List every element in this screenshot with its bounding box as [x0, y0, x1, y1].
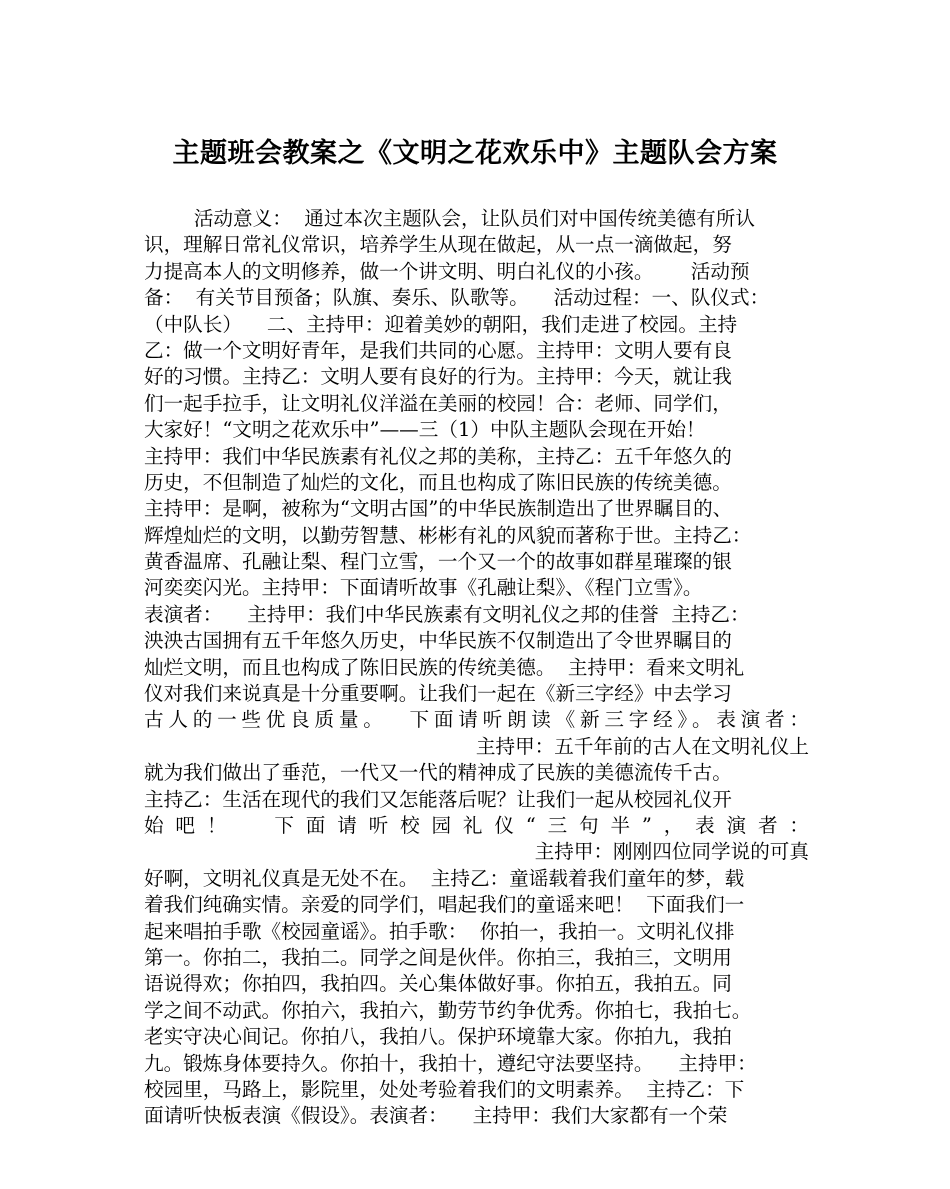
body-line: 老实守决心间记。你拍八，我拍八。保护环境靠大家。你拍九，我拍 — [144, 1025, 732, 1049]
body-line: 主持乙：生活在现代的我们又怎能落后呢？让我们一起从校园礼仪开 — [144, 787, 732, 811]
body-line: 起来唱拍手歌《校园童谣》。拍手歌： 你拍一，我拍一。文明礼仪排 — [144, 919, 735, 943]
body-line: 灿烂文明，而且也构成了陈旧民族的传统美德。 主持甲：看来文明礼 — [144, 655, 745, 679]
body-line: 主持甲：我们中华民族素有礼仪之邦的美称，主持乙：五千年悠久的 — [144, 444, 732, 468]
body-line: 着我们纯确实情。亲爱的同学们，唱起我们的童谣来吧！ 下面我们一 — [144, 893, 745, 917]
body-line: 辉煌灿烂的文明，以勤劳智慧、彬彬有礼的风貌而著称于世。主持乙： — [144, 523, 752, 547]
body-line: 第一。你拍二，我拍二。同学之间是伙伴。你拍三，我拍三，文明用 — [144, 945, 732, 969]
body-line: 语说得欢；你拍四，我拍四。关心集体做好事。你拍五，我拍五。同 — [144, 972, 732, 996]
body-line: 校园里，马路上，影院里，处处考验着我们的文明素养。 主持乙：下 — [144, 1077, 745, 1101]
document-body — [144, 206, 809, 1130]
body-line: 泱泱古国拥有五千年悠久历史，中华民族不仅制造出了令世界瞩目的 — [144, 629, 732, 653]
document-title: 主题班会教案之《文明之花欢乐中》主题队会方案 — [172, 138, 778, 169]
body-line: 表演者： 主持甲：我们中华民族素有文明礼仪之邦的佳誉 主持乙： — [144, 602, 750, 626]
body-line: 大家好！“文明之花欢乐中”——三（1）中队主题队会现在开始！ — [144, 418, 706, 442]
body-line: 古人的一些优良质量。 下面请听朗读《新三字经》。表演者： — [144, 708, 809, 732]
body-line: 面请听快板表演《假设》。表演者： 主持甲：我们大家都有一个荣 — [144, 1104, 728, 1128]
body-line: 力提高本人的文明修养，做一个讲文明、明白礼仪的小孩。 活动预 — [144, 259, 750, 283]
body-line: 主持甲：刚刚四位同学说的可真 — [534, 840, 809, 864]
body-line: 学之间不动武。你拍六，我拍六，勤劳节约争优秀。你拍七，我拍七。 — [144, 998, 752, 1022]
body-line: 历史，不但制造了灿烂的文化，而且也构成了陈旧民族的传统美德。 — [144, 470, 732, 494]
body-line: 主持甲：五千年前的古人在文明礼仪上 — [475, 734, 809, 758]
body-line: 好啊，文明礼仪真是无处不在。 主持乙：童谣载着我们童年的梦，载 — [144, 866, 745, 890]
body-line: 黄香温席、孔融让梨、程门立雪，一个又一个的故事如群星璀璨的银 — [144, 550, 732, 574]
body-line: 主持甲：是啊，被称为“文明古国”的中华民族制造出了世界瞩目的、 — [144, 497, 733, 521]
body-line: 好的习惯。主持乙：文明人要有良好的行为。主持甲：今天，就让我 — [144, 365, 732, 389]
body-line: 乙：做一个文明好青年，是我们共同的心愿。主持甲：文明人要有良 — [144, 338, 732, 362]
body-line: 们一起手拉手，让文明礼仪洋溢在美丽的校园！合：老师、同学们， — [144, 391, 732, 415]
body-line: 备： 有关节目预备；队旗、奏乐、队歌等。 活动过程：一、队仪式： — [144, 286, 770, 310]
body-line: （中队长） 二、主持甲：迎着美妙的朝阳，我们走进了校园。主持 — [144, 312, 738, 336]
body-line: 活动意义： 通过本次主题队会，让队员们对中国传统美德有所认 — [144, 207, 755, 230]
body-line: 始吧！ 下面请听校园礼仪“三句半”，表演者： — [144, 813, 809, 837]
body-line: 仪对我们来说真是十分重要啊。让我们一起在《新三字经》中去学习 — [144, 682, 732, 706]
body-line: 就为我们做出了垂范，一代又一代的精神成了民族的美德流传千古。 — [144, 761, 732, 785]
body-line: 九。锻炼身体要持久。你拍十，我拍十，遵纪守法要坚持。 主持甲： — [144, 1051, 757, 1075]
body-line: 河奕奕闪光。主持甲：下面请听故事《孔融让梨》、《程门立雪》。 — [144, 576, 703, 600]
body-line: 识，理解日常礼仪常识，培养学生从现在做起，从一点一滴做起，努 — [144, 233, 732, 257]
